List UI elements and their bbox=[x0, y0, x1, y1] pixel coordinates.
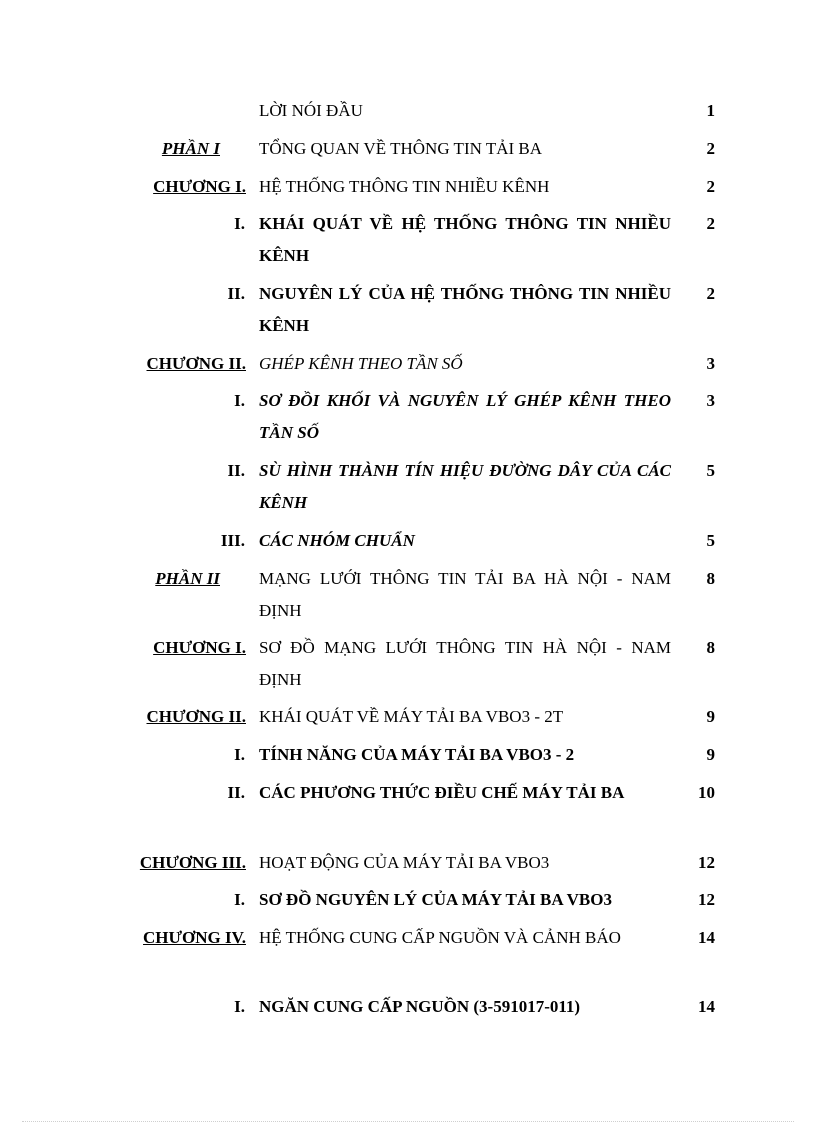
toc-title: KHÁI QUÁT VỀ MÁY TẢI BA VBO3 - 2T bbox=[259, 707, 564, 726]
toc-page-number: 9 bbox=[706, 745, 715, 764]
toc-page-number: 14 bbox=[698, 928, 715, 947]
toc-page-number: 12 bbox=[698, 890, 715, 909]
page-bottom-divider bbox=[22, 1121, 794, 1122]
toc-title: CÁC NHÓM CHUẨN bbox=[259, 531, 415, 550]
toc-title: SƠ ĐỒ MẠNG LƯỚI THÔNG TIN HÀ NỘI - NAM ĐỊNH bbox=[259, 638, 671, 689]
toc-title: LỜI NÓI ĐẦU bbox=[259, 101, 363, 120]
toc-title: TÍNH NĂNG CỦA MÁY TẢI BA VBO3 - 2 bbox=[259, 745, 575, 764]
toc-part-label: PHẦN II bbox=[155, 569, 220, 588]
toc-title: CÁC PHƯƠNG THỨC ĐIỀU CHẾ MÁY TẢI BA bbox=[259, 783, 625, 802]
toc-page-number: 3 bbox=[706, 391, 715, 410]
toc-page-number: 14 bbox=[698, 997, 715, 1016]
toc-section-label: I. bbox=[234, 745, 245, 764]
toc-section-label: I. bbox=[234, 391, 245, 410]
toc-section-label: II. bbox=[227, 284, 245, 303]
toc-section-label: II. bbox=[227, 461, 245, 480]
toc-page-number: 8 bbox=[706, 638, 715, 657]
toc-title: NGĂN CUNG CẤP NGUỒN (3-591017-011) bbox=[259, 997, 581, 1016]
toc-title: HỆ THỐNG THÔNG TIN NHIỀU KÊNH bbox=[259, 177, 550, 196]
toc-chapter-label: CHƯƠNG II. bbox=[146, 354, 246, 373]
toc-page-number: 2 bbox=[706, 139, 715, 158]
toc-page-number: 8 bbox=[706, 569, 715, 588]
toc-chapter-label: CHƯƠNG II. bbox=[146, 707, 246, 726]
toc-page-number: 1 bbox=[706, 101, 715, 120]
toc-title: HOẠT ĐỘNG CỦA MÁY TẢI BA VBO3 bbox=[259, 853, 550, 872]
toc-chapter-label: CHƯƠNG I. bbox=[153, 177, 246, 196]
toc-title: HỆ THỐNG CUNG CẤP NGUỒN VÀ CẢNH BÁO bbox=[259, 928, 621, 947]
toc-section-label: II. bbox=[227, 783, 245, 802]
toc-chapter-label: CHƯƠNG IV. bbox=[143, 928, 246, 947]
toc-part-label: PHẦN I bbox=[161, 139, 220, 158]
toc-title: MẠNG LƯỚI THÔNG TIN TẢI BA HÀ NỘI - NAM ĐỊNH bbox=[259, 569, 671, 620]
toc-section-label: I. bbox=[234, 214, 245, 233]
toc-page-number: 2 bbox=[706, 284, 715, 303]
toc-page-number: 12 bbox=[698, 853, 715, 872]
toc-chapter-label: CHƯƠNG I. bbox=[153, 638, 246, 657]
toc-title: KHÁI QUÁT VỀ HỆ THỐNG THÔNG TIN NHIỀU KÊNH bbox=[259, 214, 671, 265]
toc-section-label: I. bbox=[234, 997, 245, 1016]
toc-page-number: 9 bbox=[706, 707, 715, 726]
toc-title: TỔNG QUAN VỀ THÔNG TIN TẢI BA bbox=[259, 139, 543, 158]
toc-title: GHÉP KÊNH THEO TẦN SỐ bbox=[259, 354, 463, 373]
toc-title: NGUYÊN LÝ CỦA HỆ THỐNG THÔNG TIN NHIỀU KÊNH bbox=[259, 284, 671, 335]
toc-page-number: 5 bbox=[706, 461, 715, 480]
toc-title: SƠ ĐỒI KHỐI VÀ NGUYÊN LÝ GHÉP KÊNH THEO TẦN SỐ bbox=[259, 391, 671, 442]
toc-page-number: 10 bbox=[698, 783, 715, 802]
toc-chapter-label: CHƯƠNG III. bbox=[139, 853, 246, 872]
toc-section-label: III. bbox=[220, 531, 245, 550]
toc-page-number: 3 bbox=[706, 354, 715, 373]
toc-page-number: 2 bbox=[706, 177, 715, 196]
toc-title: SÙ HÌNH THÀNH TÍN HIỆU ĐƯỜNG DÂY CỦA CÁC KÊNH bbox=[259, 461, 671, 512]
toc-page-number: 2 bbox=[706, 214, 715, 233]
toc-section-label: I. bbox=[234, 890, 245, 909]
toc-title: SƠ ĐỒ NGUYÊN LÝ CỦA MÁY TẢI BA VBO3 bbox=[259, 890, 612, 909]
toc-page-number: 5 bbox=[706, 531, 715, 550]
